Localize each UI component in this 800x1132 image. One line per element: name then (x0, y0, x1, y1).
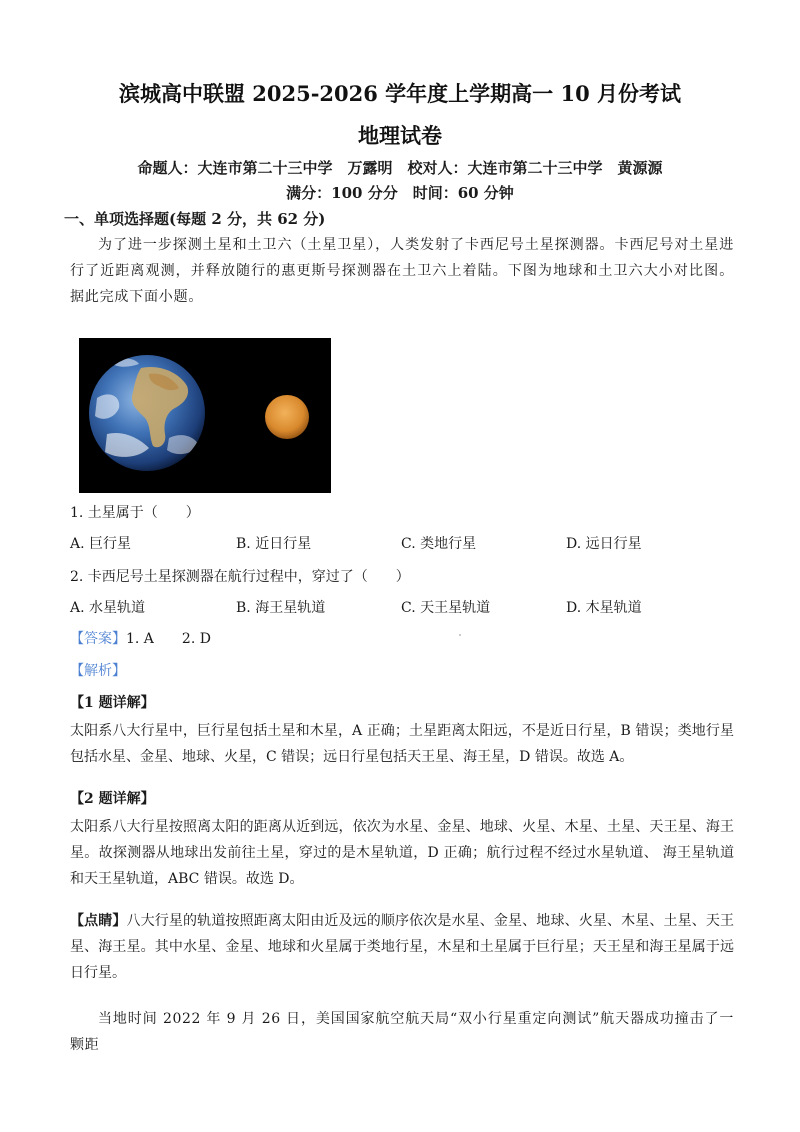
option-d: D. 远日行星 (566, 536, 642, 552)
detail-1-text: 太阳系八大行星中，巨行星包括土星和木星，A 正确；土星距离太阳远，不是近日行星，B 错误；类地行星包括水星、金星、地球、火星，C 错误；远日行星包括天王星、海王星，D 错误。故选 A。 (70, 723, 734, 765)
section-title: 一、单项选择题(每题 2 分，共 62 分) (64, 210, 326, 228)
exam-title: 滨城高中联盟 2025-2026 学年度上学期高一 10 月份考试 (118, 81, 682, 106)
question-1-stem: 1. 土星属于（ ） (70, 505, 200, 521)
authors-line: 命题人：大连市第二十三中学 万露明 校对人：大连市第二十三中学 黄源源 (137, 159, 663, 177)
next-question-paragraph: 当地时间 2022 年 9 月 26 日，美国国家航空航天局“双小行星重定向测试”航天器成功撞击了一颗距 (70, 1011, 734, 1053)
scan-dot (459, 634, 461, 636)
detail-2-title: 【2 题详解】 (70, 791, 155, 807)
score-time-line: 满分：100 分分 时间：60 分钟 (286, 184, 514, 202)
answer-line (70, 628, 211, 648)
option-d: D. 木星轨道 (566, 600, 642, 616)
exam-subtitle: 地理试卷 (358, 123, 442, 148)
earth-titan-comparison-image (79, 338, 331, 493)
analysis-tag: 【解析】 (70, 663, 126, 679)
question-2-stem: 2. 卡西尼号土星探测器在航行过程中，穿过了（ ） (70, 569, 410, 585)
tip-text: 八大行星的轨道按照距离太阳由近及远的顺序依次是水星、金星、地球、火星、木星、土星、天王星、海王星。其中水星、金星、地球和火星属于类地行星，木星和土星属于巨行星；天王星和海王星属于远日行星。 (70, 913, 735, 981)
earth-titan-illustration (79, 338, 331, 493)
option-b: B. 近日行星 (236, 536, 312, 552)
answer-tag: 【答案】 (70, 631, 126, 647)
intro-paragraph: 为了进一步探测土星和土卫六（土星卫星），人类发射了卡西尼号土星探测器。卡西尼号对土星进行了近距离观测，并释放随行的惠更斯号探测器在土卫六上着陆。下图为地球和土卫六大小对比图。据此完成下面小题。 (70, 237, 734, 305)
option-c: C. 类地行星 (401, 536, 477, 552)
option-a: A. 巨行星 (70, 536, 132, 552)
detail-1-title: 【1 题详解】 (70, 695, 155, 711)
tip-paragraph (70, 908, 734, 986)
option-c: C. 天王星轨道 (401, 600, 491, 616)
titan-icon (265, 395, 309, 439)
detail-2-text: 太阳系八大行星按照离太阳的距离从近到远，依次为水星、金星、地球、火星、木星、土星、天王星、海王星。故探测器从地球出发前往土星，穿过的是木星轨道，D 正确；航行过程不经过水星轨道、 海王星轨道和天王星轨道，ABC 错误。故选 D。 (70, 819, 734, 887)
tip-tag: 【点睛】 (70, 913, 127, 929)
answer-text: 1. A 2. D (126, 631, 211, 647)
option-b: B. 海王星轨道 (236, 600, 326, 616)
option-a: A. 水星轨道 (70, 600, 146, 616)
